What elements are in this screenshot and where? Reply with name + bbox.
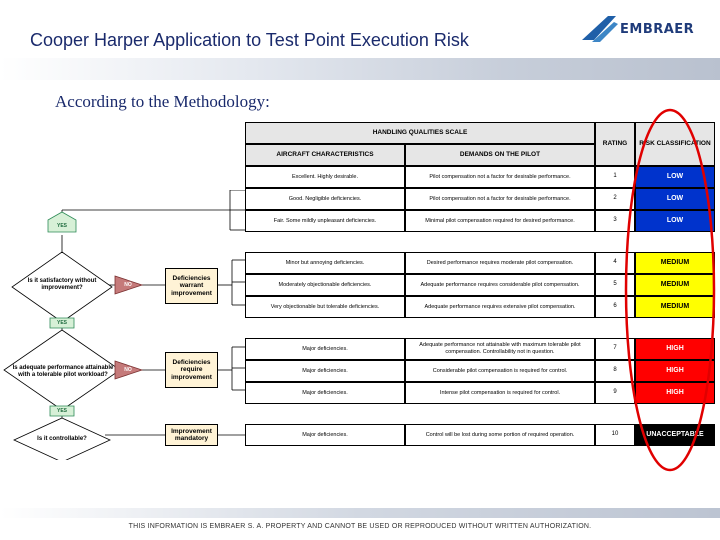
no-label-1: NO <box>124 282 132 288</box>
flowchart-lines <box>0 190 250 460</box>
row-2-aircraft: Good. Negligible deficiencies. <box>245 188 405 210</box>
row-4-risk: MEDIUM <box>635 252 715 274</box>
row-4-rating: 4 <box>595 252 635 274</box>
header-aircraft: AIRCRAFT CHARACTERISTICS <box>245 144 405 166</box>
row-5-rating: 5 <box>595 274 635 296</box>
row-7-aircraft: Major deficiencies. <box>245 338 405 360</box>
row-6-demands: Adequate performance requires extensive pilot compensation. <box>405 296 595 318</box>
row-5-risk: MEDIUM <box>635 274 715 296</box>
row-6-aircraft: Very objectionable but tolerable deficiencies. <box>245 296 405 318</box>
row-6-rating: 6 <box>595 296 635 318</box>
row-3-risk: LOW <box>635 210 715 232</box>
row-7-demands: Adequate performance not attainable with maximum tolerable pilot compensation. Controllability not in question. <box>405 338 595 360</box>
row-1-demands: Pilot compensation not a factor for desirable performance. <box>405 166 595 188</box>
row-3-demands: Minimal pilot compensation required for desired performance. <box>405 210 595 232</box>
box-deficiencies-require: Deficiencies require improvement <box>165 352 218 388</box>
question-satisfactory: Is it satisfactory without improvement? <box>27 278 97 291</box>
header-rating: RATING <box>595 122 635 166</box>
logo-text: EMBRAER <box>620 22 695 37</box>
row-7-risk: HIGH <box>635 338 715 360</box>
footer-band <box>0 508 720 518</box>
row-9-demands: Intense pilot compensation is required for control. <box>405 382 595 404</box>
row-9-risk: HIGH <box>635 382 715 404</box>
header-demands: DEMANDS ON THE PILOT <box>405 144 595 166</box>
question-controllable: Is it controllable? <box>37 435 87 442</box>
row-2-rating: 2 <box>595 188 635 210</box>
highlight-ellipse <box>618 104 720 476</box>
row-9-rating: 9 <box>595 382 635 404</box>
row-5-aircraft: Moderately objectionable deficiencies. <box>245 274 405 296</box>
box-improvement-mandatory: Improvement mandatory <box>165 424 218 446</box>
row-8-aircraft: Major deficiencies. <box>245 360 405 382</box>
row-1-rating: 1 <box>595 166 635 188</box>
row-4-demands: Desired performance requires moderate pilot compensation. <box>405 252 595 274</box>
row-8-risk: HIGH <box>635 360 715 382</box>
row-2-demands: Pilot compensation not a factor for desirable performance. <box>405 188 595 210</box>
row-10-risk: UNACCEPTABLE <box>635 424 715 446</box>
row-2-risk: LOW <box>635 188 715 210</box>
subtitle: According to the Methodology: <box>55 92 270 111</box>
row-7-rating: 7 <box>595 338 635 360</box>
row-4-aircraft: Minor but annoying deficiencies. <box>245 252 405 274</box>
row-3-aircraft: Fair. Some mildly unpleasant deficiencies. <box>245 210 405 232</box>
yes-label-3: YES <box>56 408 67 414</box>
row-9-aircraft: Major deficiencies. <box>245 382 405 404</box>
footer-text: THIS INFORMATION IS EMBRAER S. A. PROPERTY AND CANNOT BE USED OR REPRODUCED WITHOUT WRITTEN AUTHORIZATION. <box>128 523 592 530</box>
yes-label-2: YES <box>56 320 67 326</box>
row-10-rating: 10 <box>595 424 635 446</box>
row-8-rating: 8 <box>595 360 635 382</box>
row-5-demands: Adequate performance requires considerable pilot compensation. <box>405 274 595 296</box>
row-1-risk: LOW <box>635 166 715 188</box>
row-6-risk: MEDIUM <box>635 296 715 318</box>
row-8-demands: Considerable pilot compensation is required for control. <box>405 360 595 382</box>
header-scale: HANDLING QUALITIES SCALE <box>245 122 595 144</box>
header-band <box>0 58 720 80</box>
row-3-rating: 3 <box>595 210 635 232</box>
header-risk: RISK CLASSIFICATION <box>635 122 715 166</box>
box-deficiencies-warrant: Deficiencies warrant improvement <box>165 268 218 304</box>
slide-title: Cooper Harper Application to Test Point Execution Risk <box>30 30 469 50</box>
row-10-demands: Control will be lost during some portion of required operation. <box>405 424 595 446</box>
row-1-aircraft: Excellent. Highly desirable. <box>245 166 405 188</box>
no-label-2: NO <box>124 367 132 373</box>
yes-label-1: YES <box>56 223 67 229</box>
question-adequate-performance: Is adequate performance attainable with a tolerable pilot workload? <box>12 365 114 378</box>
row-10-aircraft: Major deficiencies. <box>245 424 405 446</box>
